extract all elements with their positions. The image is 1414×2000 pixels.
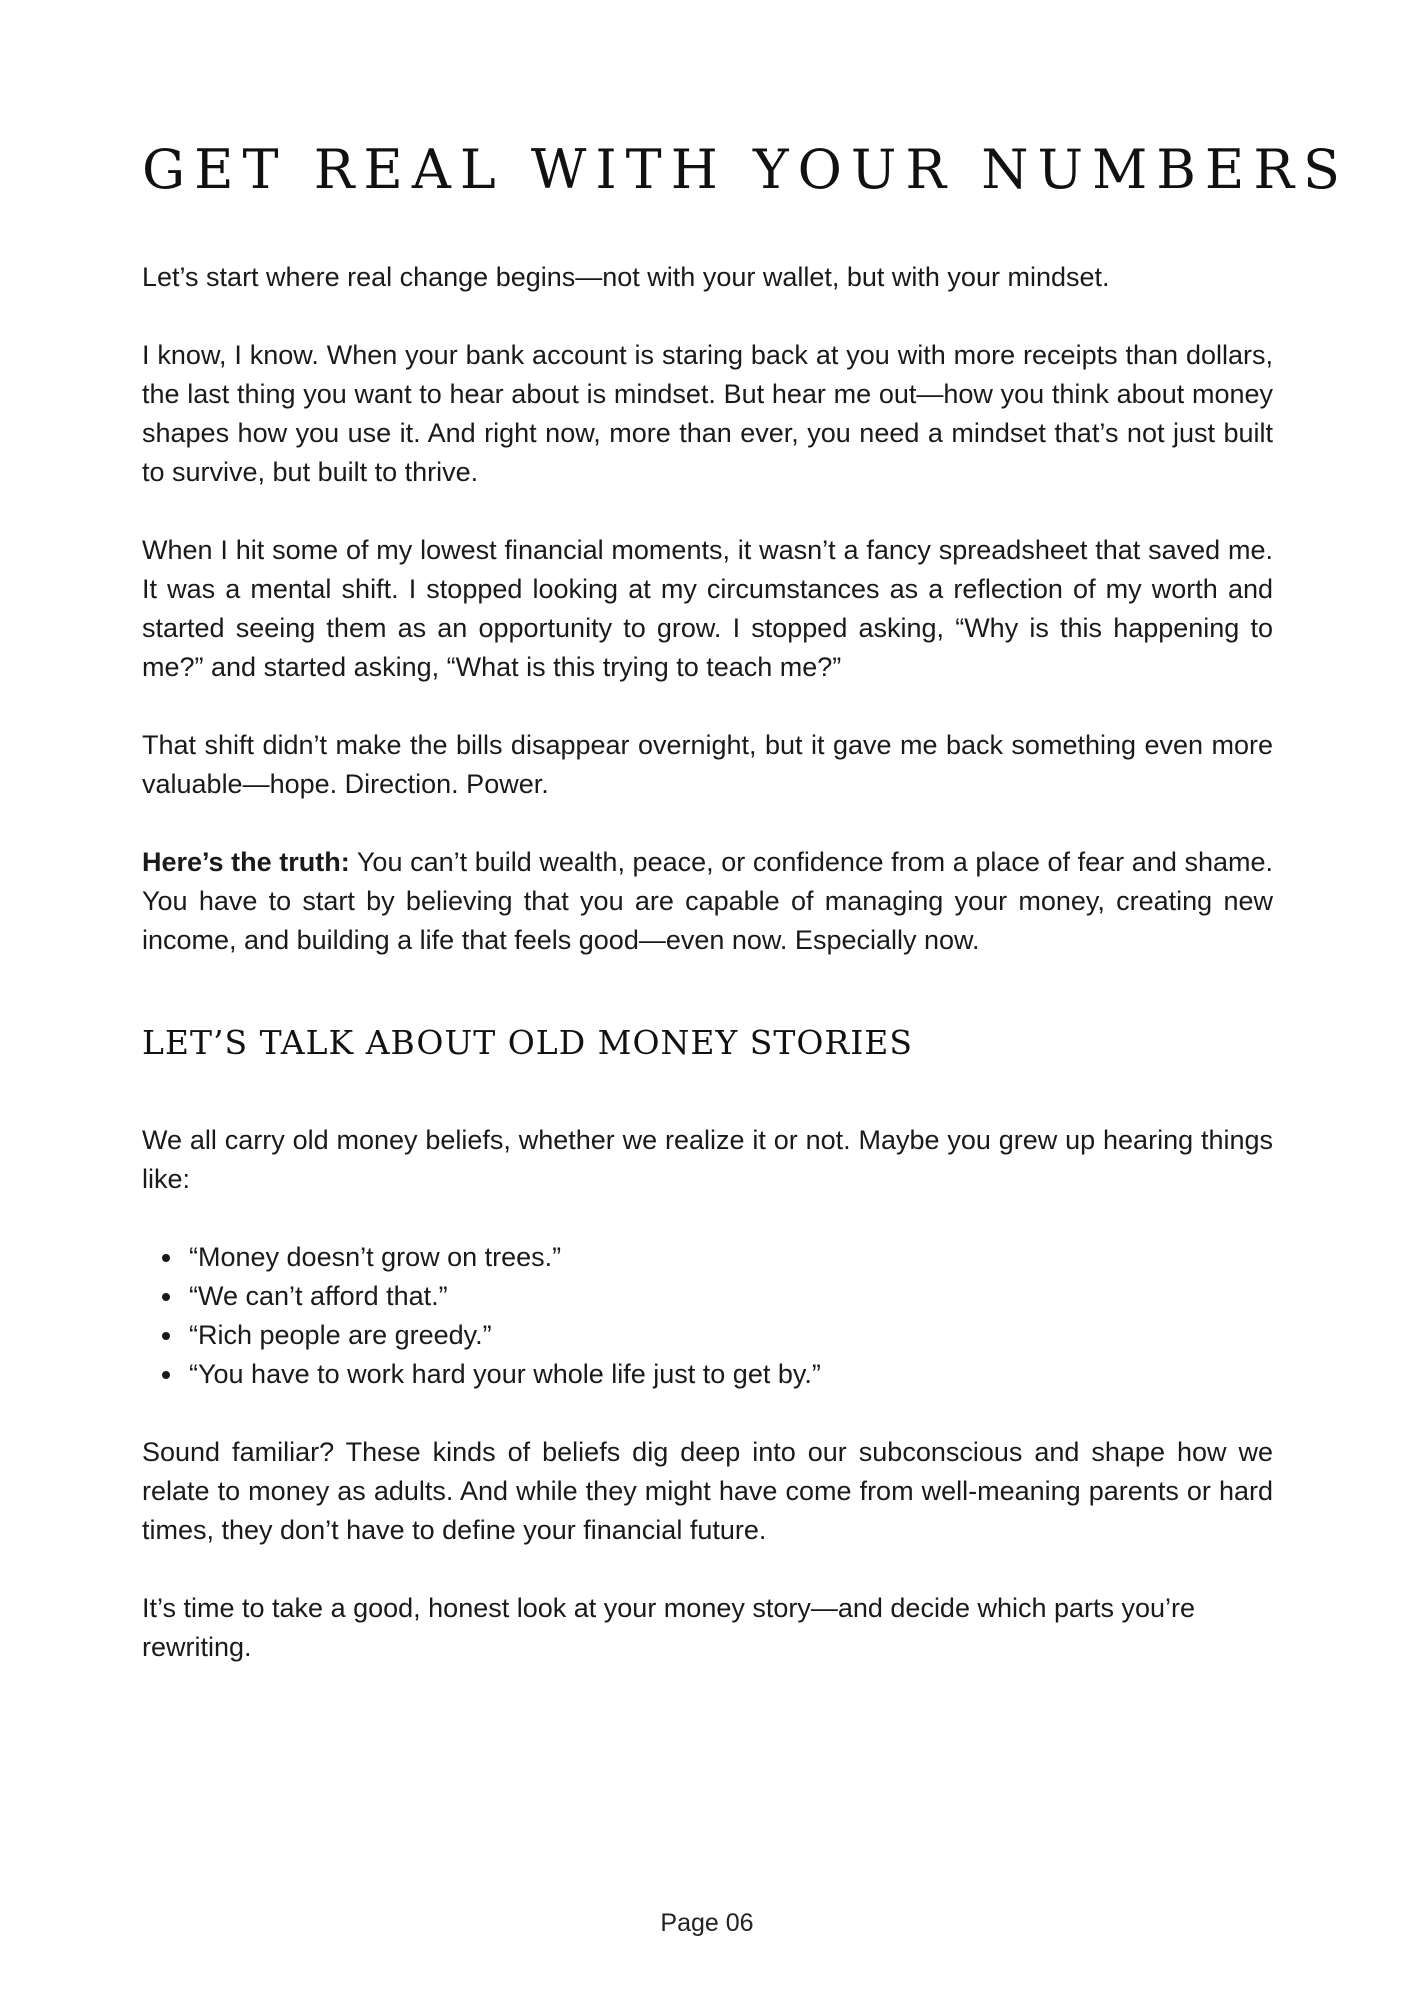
truth-text: You can’t build wealth, peace, or confidence from a place of fear and shame. You have to start by believing that you are capable of managing your money, creating new income, and building a life that feels good—even now. Especially now. [142, 847, 1273, 955]
truth-lead: Here’s the truth: [142, 847, 350, 877]
page-title: GET REAL WITH YOUR NUMBERS [142, 138, 1350, 201]
closing-paragraph: It’s time to take a good, honest look at your money story—and decide which parts you’re rewriting. [142, 1593, 1196, 1662]
list-item-text: “Rich people are greedy.” [189, 1320, 492, 1350]
money-beliefs-list [142, 1238, 1273, 1394]
truth-paragraph [142, 843, 1273, 960]
body-paragraph: That shift didn’t make the bills disappear overnight, but it gave me back something even more valuable—hope. Direction. Power. [142, 730, 1273, 799]
list-item-text: “We can’t afford that.” [189, 1281, 448, 1311]
list-item [142, 1238, 1273, 1277]
body-paragraph: When I hit some of my lowest financial moments, it wasn’t a fancy spreadsheet that saved me. It was a mental shift. I stopped looking at my circumstances as a reflection of my worth and started seeing them as an opportunity to grow. I stopped asking, “Why is this happening to me?” and started asking, “What is this trying to teach me?” [142, 535, 1273, 682]
list-item [142, 1355, 1273, 1394]
bullet-icon [162, 1293, 170, 1301]
list-item [142, 1277, 1273, 1316]
intro-paragraph: Let’s start where real change begins—not with your wallet, but with your mindset. [142, 262, 1110, 292]
list-item-text: “Money doesn’t grow on trees.” [189, 1242, 562, 1272]
list-item-text: “You have to work hard your whole life just to get by.” [189, 1359, 821, 1389]
bullet-icon [162, 1371, 170, 1379]
body-paragraph: I know, I know. When your bank account is staring back at you with more receipts than dollars, the last thing you want to hear about is mindset. But hear me out—how you think about money shapes how you use it. And right now, more than ever, you need a mindset that’s not just built to survive, but built to thrive. [142, 340, 1273, 487]
bullet-icon [162, 1254, 170, 1262]
page-content [142, 138, 1350, 1667]
page-number: Page 06 [660, 1909, 754, 1937]
list-item [142, 1316, 1273, 1355]
section-heading: LET’S TALK ABOUT OLD MONEY STORIES [142, 1023, 914, 1062]
body-paragraph: Sound familiar? These kinds of beliefs dig deep into our subconscious and shape how we relate to money as adults. And while they might have come from well-meaning parents or hard times, they don’t have to define your financial future. [142, 1437, 1273, 1545]
bullet-icon [162, 1332, 170, 1340]
section-intro-paragraph: We all carry old money beliefs, whether we realize it or not. Maybe you grew up hearing things like: [142, 1125, 1273, 1194]
